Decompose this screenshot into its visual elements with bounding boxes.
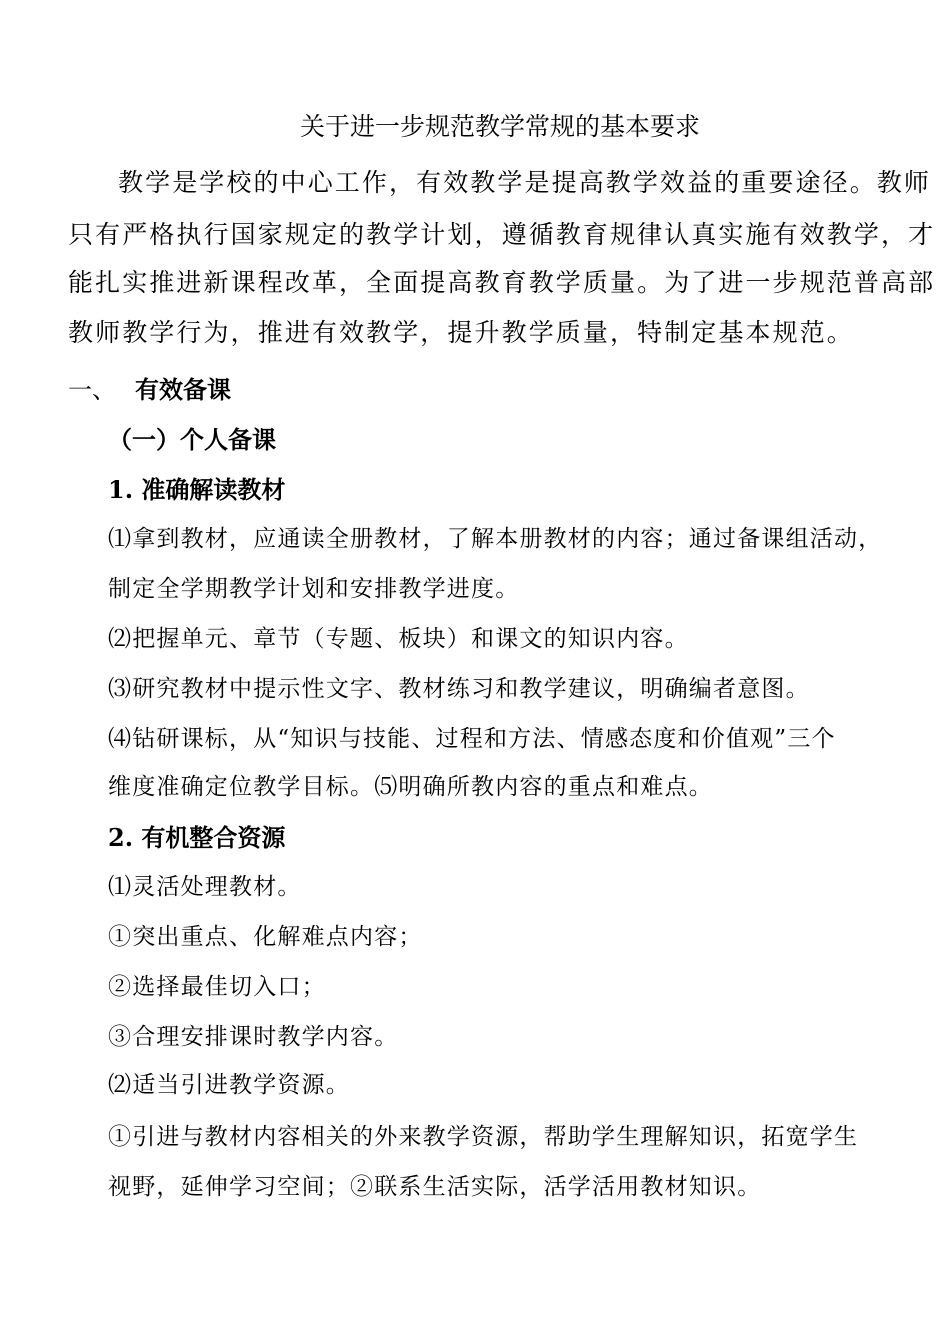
- list-item: ⑵把握单元、章节（专题、板块）和课文的知识内容。: [108, 626, 689, 652]
- list-item: 维度准确定位教学目标。⑸明确所教内容的重点和难点。: [108, 774, 713, 800]
- section-number: 一、: [68, 376, 116, 404]
- intro-line-2: 只有严格执行国家规定的教学计划，遵循教育规律认真实施有效教学，才: [68, 220, 936, 249]
- list-item: ⑷钻研课标，从“知识与技能、过程和方法、情感态度和价值观”三个: [108, 726, 836, 752]
- list-item: ⑴灵活处理教材。: [108, 874, 302, 900]
- intro-line-4: 教师教学行为，推进有效教学，提升教学质量，特制定基本规范。: [68, 318, 854, 347]
- list-item: ⑵适当引进教学资源。: [108, 1072, 350, 1098]
- list-item: 制定全学期教学计划和安排教学进度。: [108, 576, 520, 602]
- list-item: ①引进与教材内容相关的外来教学资源，帮助学生理解知识，拓宽学生: [108, 1124, 859, 1150]
- list-item: ⑶研究教材中提示性文字、教材练习和教学建议，明确编者意图。: [108, 676, 810, 702]
- part-heading-2: 2. 有机整合资源: [108, 823, 286, 852]
- subsection-heading: （一）个人备课: [108, 425, 276, 454]
- page-title: 关于进一步规范教学常规的基本要求: [300, 112, 701, 141]
- list-item: ⑴拿到教材，应通读全册教材，了解本册教材的内容；通过备课组活动，: [108, 526, 883, 552]
- list-item: ②选择最佳切入口；: [108, 974, 326, 1000]
- list-item: ③合理安排课时教学内容。: [108, 1024, 399, 1050]
- list-item: 视野，延伸学习空间；②联系生活实际，活学活用教材知识。: [108, 1174, 762, 1200]
- intro-line-3: 能扎实推进新课程改革，全面提高教育教学质量。为了进一步规范普高部: [68, 268, 936, 297]
- intro-line-1: 教学是学校的中心工作，有效教学是提高教学效益的重要途径。教师: [118, 168, 932, 197]
- list-item: ①突出重点、化解难点内容；: [108, 924, 423, 950]
- part-heading-1: 1. 准确解读教材: [108, 475, 286, 504]
- section-title: 有效备课: [135, 375, 231, 404]
